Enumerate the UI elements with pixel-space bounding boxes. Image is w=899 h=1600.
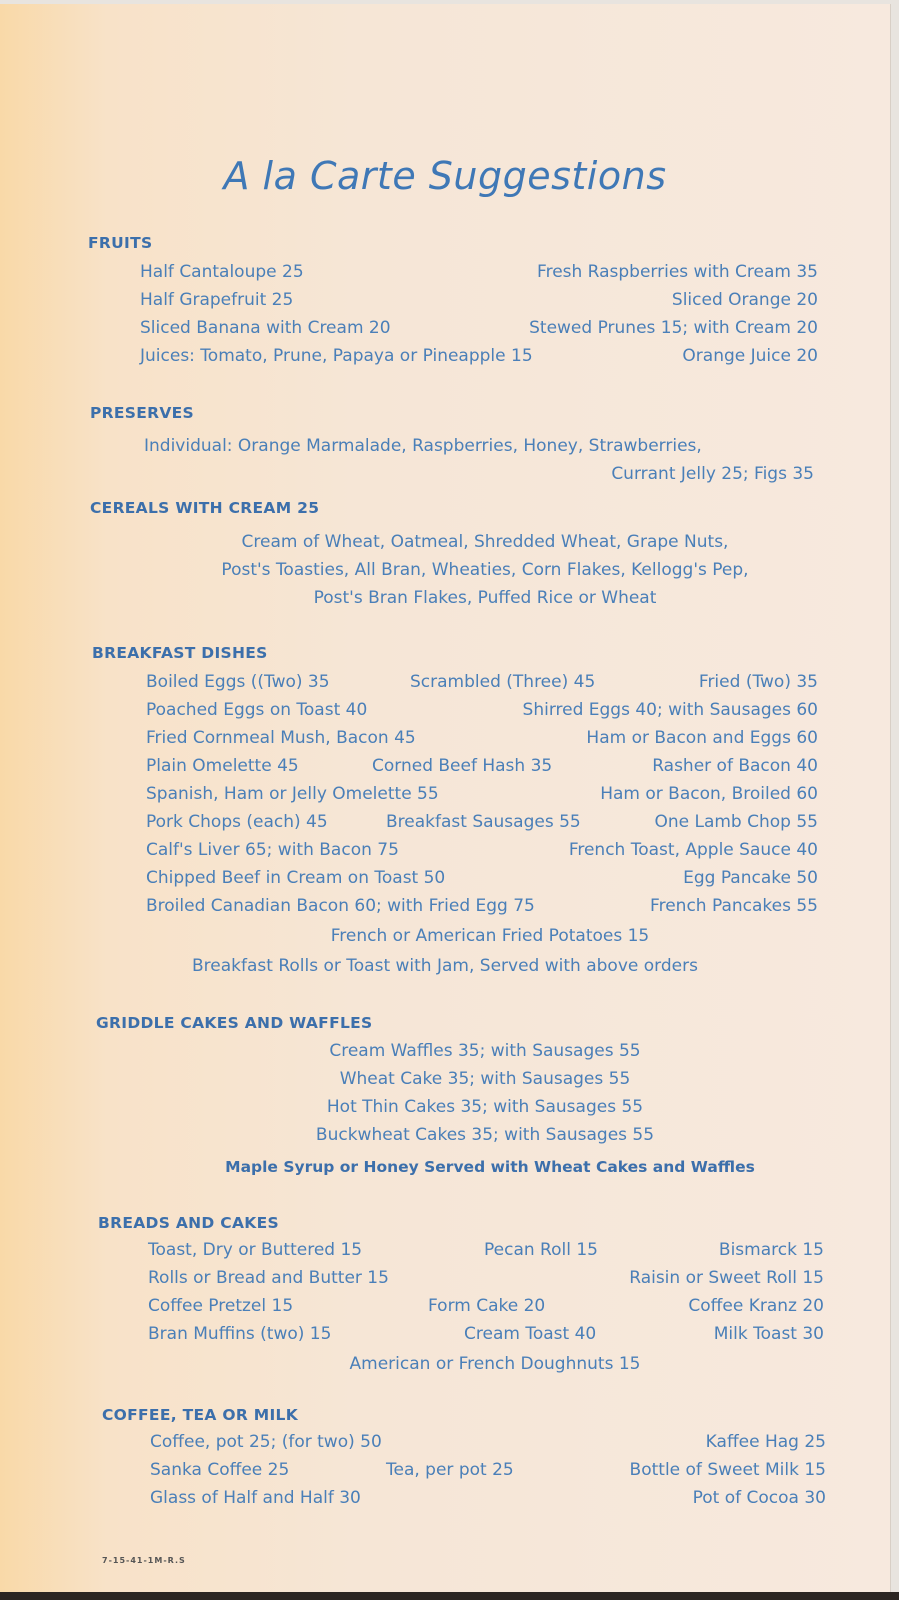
menu-item: Bismarck 15	[718, 1240, 824, 1260]
menu-item: Kaffee Hag 25	[705, 1432, 826, 1452]
menu-title: A la Carte Suggestions	[223, 154, 667, 198]
menu-row	[0, 1268, 890, 1294]
menu-line: Wheat Cake 35; with Sausages 55	[339, 1069, 631, 1089]
section-heading-cereals: CEREALS WITH CREAM 25	[90, 499, 320, 517]
menu-item: Coffee Kranz 20	[688, 1296, 824, 1316]
menu-item: Orange Juice 20	[682, 346, 818, 366]
menu-line: Post's Toasties, All Bran, Wheaties, Corn Flakes, Kellogg's Pep,	[221, 560, 749, 580]
menu-item: Pecan Roll 15	[484, 1240, 598, 1260]
menu-line: French or American Fried Potatoes 15	[330, 926, 650, 946]
menu-item: French Toast, Apple Sauce 40	[568, 840, 818, 860]
menu-item: Rasher of Bacon 40	[652, 756, 818, 776]
section-heading-preserves: PRESERVES	[90, 404, 195, 422]
menu-row	[0, 812, 890, 838]
menu-line: Post's Bran Flakes, Puffed Rice or Wheat	[313, 588, 657, 608]
menu-item: Form Cake 20	[428, 1296, 546, 1316]
menu-item: Ham or Bacon and Eggs 60	[586, 728, 818, 748]
menu-line: Buckwheat Cakes 35; with Sausages 55	[315, 1125, 655, 1145]
menu-row	[0, 840, 890, 866]
menu-row	[0, 700, 890, 726]
menu-item: Sliced Banana with Cream 20	[140, 318, 391, 338]
menu-item: Toast, Dry or Buttered 15	[148, 1240, 363, 1260]
menu-row	[0, 1240, 890, 1266]
menu-item: Individual: Orange Marmalade, Raspberries, Honey, Strawberries,	[144, 436, 702, 456]
menu-line: American or French Doughnuts 15	[349, 1354, 641, 1374]
menu-item: Fried (Two) 35	[698, 672, 818, 692]
menu-row	[0, 346, 890, 372]
syrup-note: Maple Syrup or Honey Served with Wheat Cakes and Waffles	[225, 1158, 755, 1176]
menu-item: Coffee, pot 25; (for two) 50	[150, 1432, 382, 1452]
menu-item: Fried Cornmeal Mush, Bacon 45	[146, 728, 416, 748]
menu-row	[0, 868, 890, 894]
menu-line: Cream of Wheat, Oatmeal, Shredded Wheat, Grape Nuts,	[241, 532, 729, 552]
menu-item: Coffee Pretzel 15	[148, 1296, 294, 1316]
menu-row	[0, 956, 890, 982]
menu-row	[0, 672, 890, 698]
section-heading-fruits: FRUITS	[88, 234, 153, 252]
menu-item: Stewed Prunes 15; with Cream 20	[529, 318, 818, 338]
menu-item: Chipped Beef in Cream on Toast 50	[146, 868, 446, 888]
menu-item: Juices: Tomato, Prune, Papaya or Pineapple 15	[140, 346, 533, 366]
section-heading-breakfast: BREAKFAST DISHES	[92, 644, 268, 662]
menu-line: Hot Thin Cakes 35; with Sausages 55	[326, 1097, 644, 1117]
menu-item: Sliced Orange 20	[671, 290, 818, 310]
section-heading-coffee: COFFEE, TEA OR MILK	[102, 1406, 299, 1424]
menu-row	[0, 1324, 890, 1350]
scan-edge	[0, 1592, 899, 1600]
menu-item: Raisin or Sweet Roll 15	[629, 1268, 824, 1288]
menu-item: Boiled Eggs ((Two) 35	[146, 672, 330, 692]
menu-item: Half Cantaloupe 25	[140, 262, 304, 282]
menu-item: Bran Muffins (two) 15	[148, 1324, 332, 1344]
menu-item: Milk Toast 30	[713, 1324, 824, 1344]
menu-note: Breakfast Rolls or Toast with Jam, Served with above orders	[192, 956, 698, 976]
menu-item: Half Grapefruit 25	[140, 290, 294, 310]
menu-row	[0, 262, 890, 288]
menu-row	[0, 1460, 890, 1486]
menu-item: Calf's Liver 65; with Bacon 75	[146, 840, 399, 860]
menu-item: Currant Jelly 25; Figs 35	[611, 464, 814, 484]
menu-item: Ham or Bacon, Broiled 60	[600, 784, 818, 804]
menu-item: Cream Toast 40	[464, 1324, 597, 1344]
menu-item: Poached Eggs on Toast 40	[146, 700, 368, 720]
menu-row	[0, 1488, 890, 1514]
menu-row	[0, 1296, 890, 1322]
menu-row	[0, 756, 890, 782]
menu-item: Sanka Coffee 25	[150, 1460, 290, 1480]
menu-item: Breakfast Sausages 55	[386, 812, 581, 832]
section-heading-breads: BREADS AND CAKES	[98, 1214, 279, 1232]
menu-row	[0, 318, 890, 344]
menu-item: Spanish, Ham or Jelly Omelette 55	[146, 784, 439, 804]
menu-row	[0, 436, 890, 462]
menu-row	[0, 290, 890, 316]
print-code: 7-15-41-1M-R.S	[102, 1556, 186, 1565]
menu-item: Plain Omelette 45	[146, 756, 299, 776]
menu-row	[0, 728, 890, 754]
menu-item: Scrambled (Three) 45	[410, 672, 596, 692]
menu-item: Bottle of Sweet Milk 15	[629, 1460, 826, 1480]
menu-item: Fresh Raspberries with Cream 35	[537, 262, 818, 282]
menu-item: Egg Pancake 50	[683, 868, 818, 888]
menu-item: Glass of Half and Half 30	[150, 1488, 361, 1508]
menu-line: Cream Waffles 35; with Sausages 55	[329, 1041, 641, 1061]
menu-item: Pork Chops (each) 45	[146, 812, 328, 832]
menu-item: Corned Beef Hash 35	[372, 756, 553, 776]
menu-item: One Lamb Chop 55	[654, 812, 818, 832]
menu-item: Broiled Canadian Bacon 60; with Fried Egg 75	[146, 896, 535, 916]
menu-item: Pot of Cocoa 30	[692, 1488, 826, 1508]
menu-page	[0, 4, 891, 1596]
section-heading-griddle: GRIDDLE CAKES AND WAFFLES	[96, 1014, 373, 1032]
menu-row	[0, 896, 890, 922]
menu-row	[0, 1432, 890, 1458]
menu-item: Shirred Eggs 40; with Sausages 60	[522, 700, 818, 720]
menu-item: Rolls or Bread and Butter 15	[148, 1268, 389, 1288]
menu-row	[0, 784, 890, 810]
menu-item: French Pancakes 55	[650, 896, 818, 916]
menu-row	[0, 464, 890, 490]
menu-item: Tea, per pot 25	[386, 1460, 514, 1480]
